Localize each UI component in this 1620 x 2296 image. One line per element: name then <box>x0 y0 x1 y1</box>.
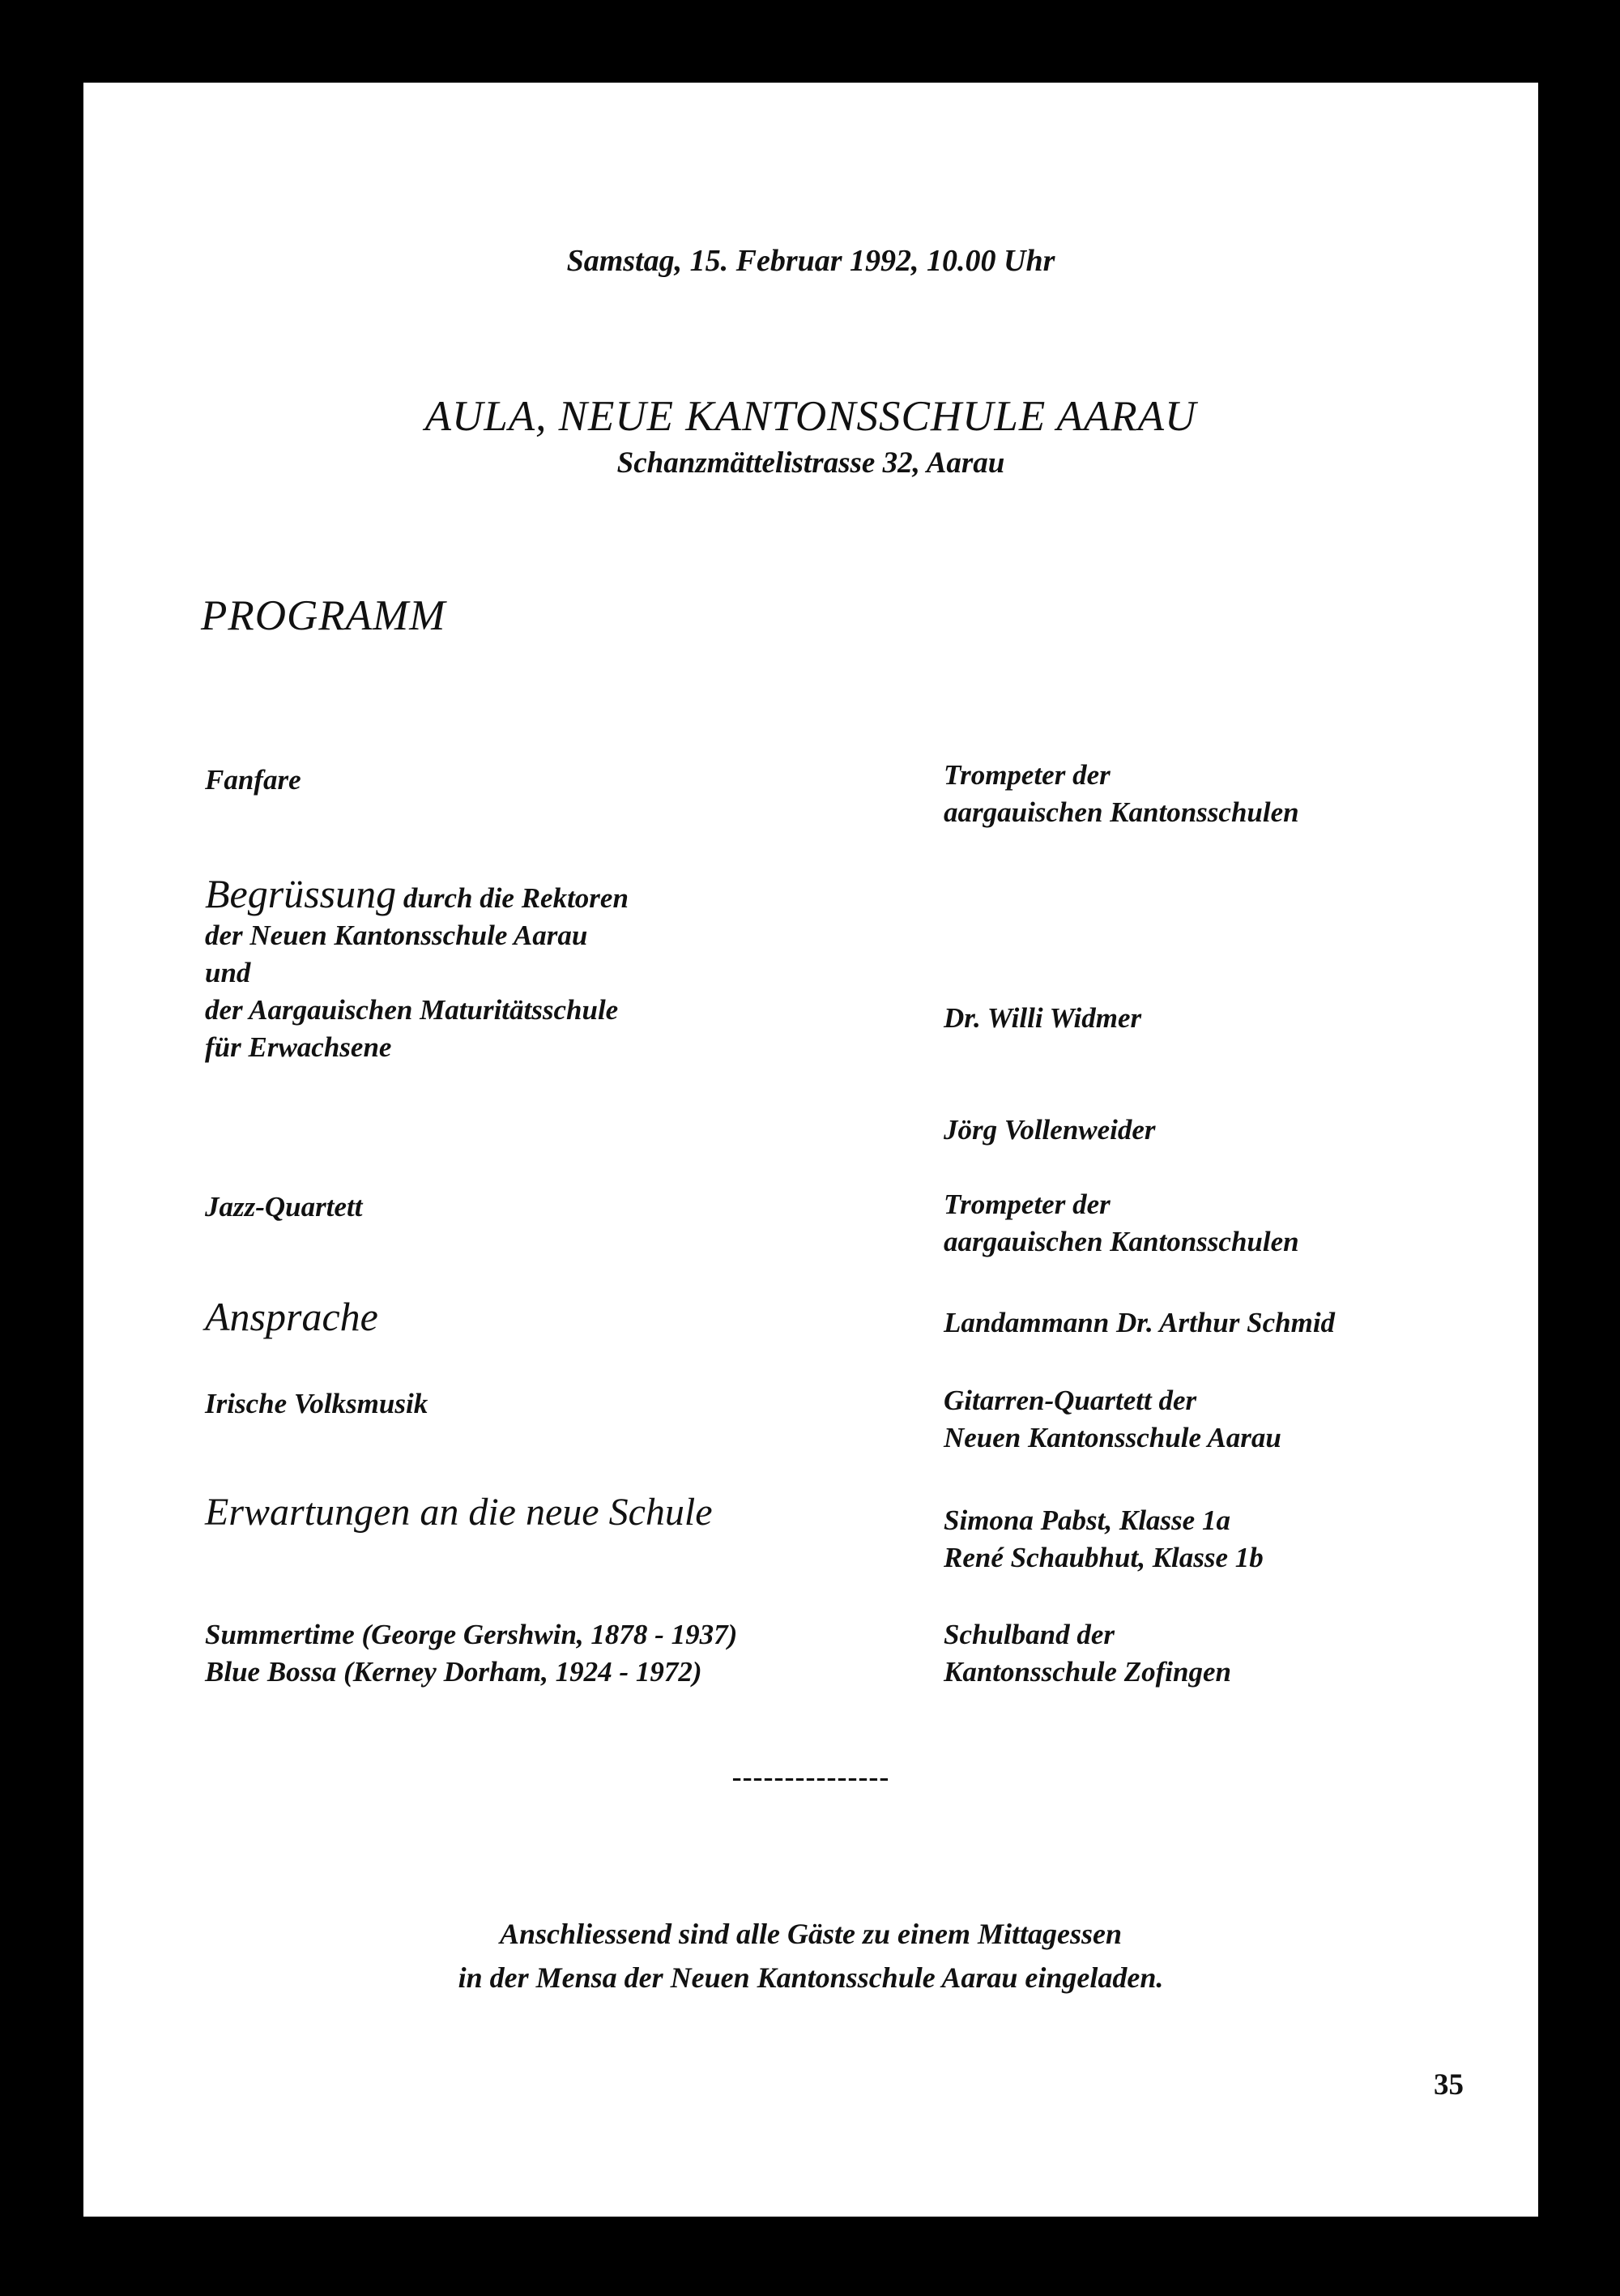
program-item-jazz <box>205 1189 362 1226</box>
closing-line: Anschliessend sind alle Gäste zu einem Mittagessen <box>499 1918 1123 1950</box>
performer-line: Dr. Willi Widmer <box>944 1002 1142 1034</box>
separator-line: --------------- <box>731 1760 890 1793</box>
program-item-label: Ansprache <box>205 1294 378 1339</box>
program-item-volksmusik <box>205 1385 428 1423</box>
closing-note <box>83 1912 1538 1999</box>
closing-line: in der Mensa der Neuen Kantonsschule Aarau eingeladen. <box>458 1961 1164 1994</box>
performer-line: Neuen Kantonsschule Aarau <box>944 1422 1281 1453</box>
program-item-heading-main: Begrüssung <box>205 871 397 916</box>
performer-line: Trompeter der <box>944 1189 1111 1220</box>
program-title: PROGRAMM <box>201 592 446 639</box>
program-item-ansprache <box>205 1294 378 1339</box>
performer-line: Trompeter der <box>944 759 1111 791</box>
performer-line: Simona Pabst, Klasse 1a <box>944 1504 1230 1536</box>
program-performer-erwartungen <box>944 1502 1264 1577</box>
program-item-line: für Erwachsene <box>205 1031 392 1063</box>
program-performer-fanfare <box>944 757 1299 831</box>
program-item-line: und <box>205 957 251 988</box>
performer-line: aargauischen Kantonsschulen <box>944 1226 1299 1257</box>
program-item-music <box>205 1616 737 1691</box>
program-item-fanfare <box>205 762 301 799</box>
performer-line: Gitarren-Quartett der <box>944 1385 1197 1416</box>
program-item-heading <box>205 871 629 917</box>
program-performer-rector-2 <box>944 1112 1156 1149</box>
program-item-label: Jazz-Quartett <box>205 1191 363 1223</box>
program-item-heading-suffix: durch die Rektoren <box>396 882 629 914</box>
program-performer-jazz <box>944 1186 1299 1261</box>
performer-line: Jörg Vollenweider <box>944 1114 1156 1146</box>
program-item-line: der Neuen Kantonsschule Aarau <box>205 920 588 951</box>
program-item-line: Summertime (George Gershwin, 1878 - 1937) <box>205 1619 738 1650</box>
event-date: Samstag, 15. Februar 1992, 10.00 Uhr <box>566 244 1055 278</box>
performer-line: Landammann Dr. Arthur Schmid <box>944 1307 1336 1338</box>
program-performer-music <box>944 1616 1231 1691</box>
performer-line: Kantonsschule Zofingen <box>944 1656 1231 1688</box>
page-number: 35 <box>1434 2068 1464 2102</box>
performer-line: aargauischen Kantonsschulen <box>944 796 1299 828</box>
program-item-label: Fanfare <box>205 764 301 796</box>
program-item-begruessung <box>205 871 629 1066</box>
program-item-label: Erwartungen an die neue Schule <box>205 1491 713 1534</box>
program-item-line: Blue Bossa (Kerney Dorham, 1924 - 1972) <box>205 1656 702 1688</box>
venue-address: Schanzmättelistrasse 32, Aarau <box>616 446 1005 480</box>
program-item-line: der Aargauischen Maturitätsschule <box>205 994 619 1026</box>
document-page <box>83 83 1538 2217</box>
program-item-erwartungen <box>205 1491 713 1534</box>
venue-title: AULA, NEUE KANTONSSCHULE AARAU <box>424 393 1197 440</box>
performer-line: René Schaubhut, Klasse 1b <box>944 1542 1264 1573</box>
program-item-label: Irische Volksmusik <box>205 1388 428 1419</box>
program-performer-rector-1 <box>944 1000 1141 1037</box>
program-performer-volksmusik <box>944 1382 1281 1457</box>
performer-line: Schulband der <box>944 1619 1115 1650</box>
program-performer-ansprache <box>944 1304 1335 1342</box>
